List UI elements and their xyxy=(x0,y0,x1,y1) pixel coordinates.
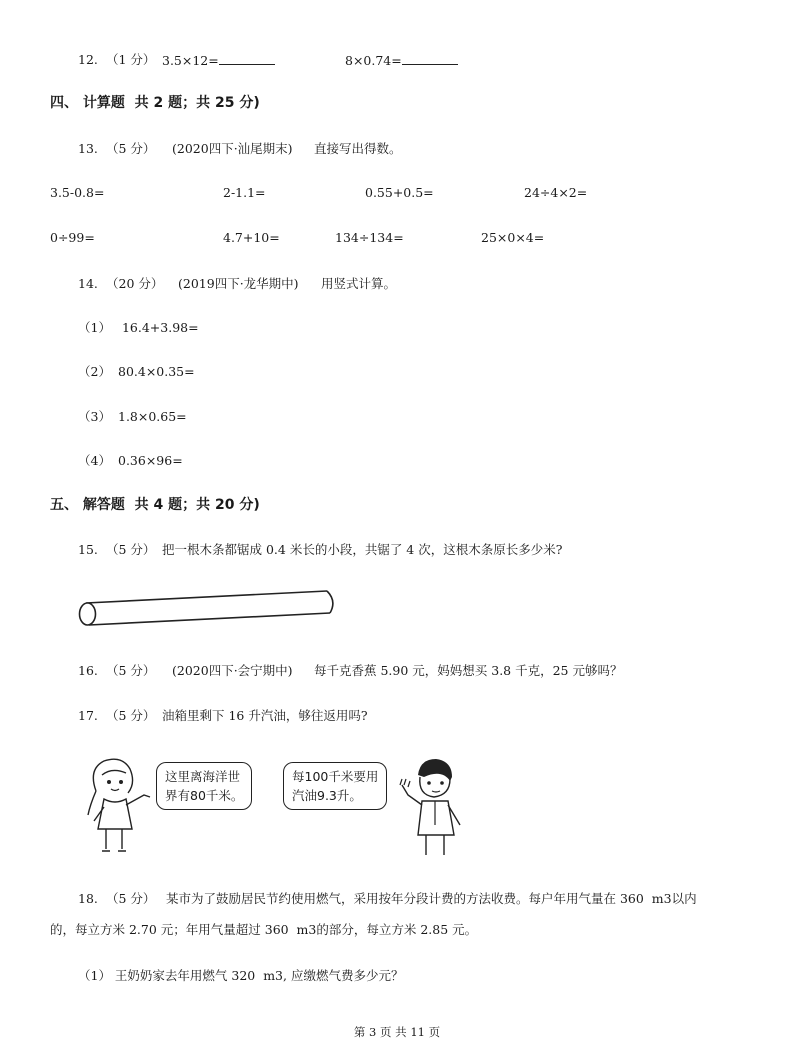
q14-item-expr: 1.8×0.65= xyxy=(118,409,187,424)
q13-score: （5 分） xyxy=(106,141,156,156)
q15-score: （5 分） xyxy=(106,542,156,557)
page-footer: 第 3 页 共 11 页 xyxy=(353,1025,441,1039)
q13-source: (2020四下·汕尾期末) xyxy=(172,141,293,156)
q18-sub1: （1） 王奶奶家去年用燃气 320 m3, 应缴燃气费多少元？ xyxy=(78,968,404,983)
answer-blank[interactable] xyxy=(219,52,275,65)
q18-number: 18. xyxy=(78,891,98,906)
q13-number: 13. xyxy=(78,141,98,156)
q14-item-expr: 80.4×0.35= xyxy=(118,364,195,379)
q18-line1: 某市为了鼓励居民节约使用燃气，采用按年分段计费的方法收费。每户年用气量在 360 m3以内 xyxy=(166,891,697,906)
speech-bubble-right: 每100千米要用 汽油9.3升。 xyxy=(283,762,387,810)
q12-score: （1 分） xyxy=(106,52,156,67)
q13-item: 4.7+10= xyxy=(223,230,280,245)
q14-item-label: （1） xyxy=(78,320,111,335)
q17-score: （5 分） xyxy=(106,708,156,723)
section-five-title: 五、 解答题 共 4 题；共 20 分) xyxy=(50,497,260,513)
q13-item: 3.5-0.8= xyxy=(50,185,105,200)
q18-score: （5 分） xyxy=(106,891,156,906)
section-four-title: 四、 计算题 共 2 题；共 25 分) xyxy=(50,95,260,111)
q13-prompt: 直接写出得数。 xyxy=(314,141,402,156)
q12-expr2: 8×0.74= xyxy=(345,52,458,69)
girl-illustration xyxy=(82,755,154,855)
q16-source: (2020四下·会宁期中) xyxy=(172,663,293,678)
q13-item: 0.55+0.5= xyxy=(365,185,434,200)
q14-number: 14. xyxy=(78,276,98,291)
q16-score: （5 分） xyxy=(106,663,156,678)
q12-number: 12. xyxy=(78,52,98,67)
q14-item-label: （3） xyxy=(78,409,111,424)
q13-item: 25×0×4= xyxy=(481,230,545,245)
q14-item-expr: 16.4+3.98= xyxy=(118,320,199,335)
q14-source: (2019四下·龙华期中) xyxy=(178,276,299,291)
q13-item: 24÷4×2= xyxy=(524,185,588,200)
q16-number: 16. xyxy=(78,663,98,678)
q14-prompt: 用竖式计算。 xyxy=(321,276,397,291)
q14-score: （20 分） xyxy=(106,276,164,291)
q14-item-expr: 0.36×96= xyxy=(118,453,183,468)
wood-stick-illustration xyxy=(72,585,338,627)
speech-bubble-left: 这里离海洋世 界有80千米。 xyxy=(156,762,252,810)
q17-text: 油箱里剩下 16 升汽油，够往返用吗? xyxy=(162,708,368,723)
q17-number: 17. xyxy=(78,708,98,723)
q13-item: 134÷134= xyxy=(335,230,404,245)
q15-text: 把一根木条都锯成 0.4 米长的小段，共锯了 4 次，这根木条原长多少米? xyxy=(162,542,563,557)
q18-line2: 的，每立方米 2.70 元；年用气量超过 360 m3的部分，每立方米 2.85 元。 xyxy=(50,922,478,937)
answer-blank[interactable] xyxy=(402,52,458,65)
q13-item: 2-1.1= xyxy=(223,185,266,200)
q13-item: 0÷99= xyxy=(50,230,95,245)
q14-item-label: （4） xyxy=(78,453,111,468)
q16-text: 每千克香蕉 5.90 元，妈妈想买 3.8 千克，25 元够吗？ xyxy=(314,663,623,678)
boy-illustration xyxy=(398,755,470,859)
q15-number: 15. xyxy=(78,542,98,557)
q14-item-label: （2） xyxy=(78,364,111,379)
q12-expr1: 3.5×12= xyxy=(162,52,275,69)
